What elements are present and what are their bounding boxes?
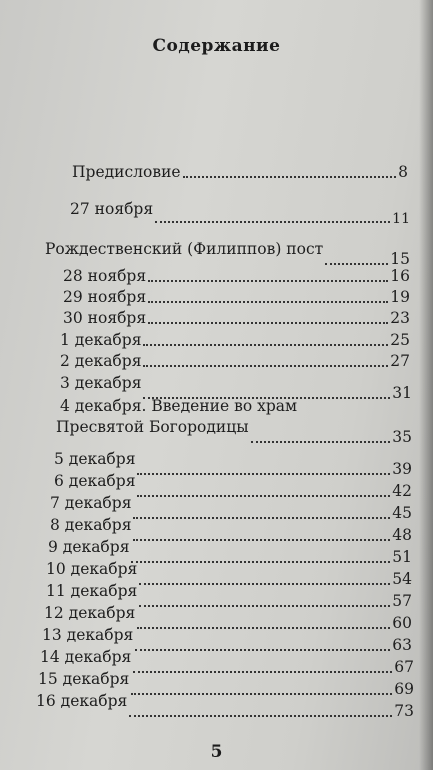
toc-entry-page: 25: [390, 331, 410, 349]
toc-entry-preface: [72, 163, 408, 182]
toc-entry-label: 7 декабря: [50, 494, 132, 512]
toc-entry-dec13: [42, 626, 412, 654]
toc-entry-label: Рождественский (Филиппов) пост: [45, 240, 324, 258]
toc-entry-page: 57: [392, 592, 412, 610]
toc-entry-page: 69: [394, 680, 414, 698]
toc-entry-dec11: [46, 582, 412, 610]
toc-entry-page: 51: [392, 548, 412, 566]
page-edge-shadow: [419, 0, 433, 770]
toc-entry-page: 16: [390, 267, 410, 285]
toc-entry-page: 60: [392, 614, 412, 632]
toc-entry-page: 45: [392, 504, 412, 522]
toc-entry-nov29: [63, 288, 410, 307]
toc-entry-label: 12 декабря: [44, 604, 136, 622]
toc-entry-label: 10 декабря: [46, 560, 138, 578]
toc-entry-page: 31: [392, 384, 412, 402]
toc-entry-dec10: [46, 560, 412, 588]
dot-leader: [183, 176, 397, 178]
toc-entry-label: 2 декабря: [60, 352, 142, 370]
toc-entry-nov30: [63, 309, 410, 328]
toc-title: Содержание: [152, 36, 281, 56]
toc-entry-page: 39: [392, 460, 412, 478]
dot-leader: [143, 365, 388, 367]
dot-leader: [148, 280, 388, 282]
dot-leader: [325, 263, 388, 265]
toc-entry-nativity-fast: [45, 240, 410, 268]
toc-entry-page: 63: [392, 636, 412, 654]
toc-entry-label: 9 декабря: [48, 538, 130, 556]
toc-entry-dec4-line1: 4 декабря. Введение во храм: [60, 397, 298, 415]
toc-entry-label: 1 декабря: [60, 331, 142, 349]
toc-entry-page: 42: [392, 482, 412, 500]
toc-entry-dec8: [50, 516, 412, 544]
toc-entry-dec16: [36, 692, 414, 720]
toc-entry-label: 14 декабря: [40, 648, 132, 666]
toc-entry-page: 23: [390, 309, 410, 327]
toc-entry-label: 15 декабря: [38, 670, 130, 688]
dot-leader: [129, 715, 392, 717]
toc-entry-label: 28 ноября: [63, 267, 147, 285]
dot-leader: [148, 301, 388, 303]
toc-entry-dec2: [60, 352, 410, 371]
toc-entry-dec5: [54, 450, 412, 478]
page-number: 5: [210, 742, 223, 762]
toc-entry-label: 3 декабря: [60, 374, 142, 392]
toc-entry-dec7: [50, 494, 412, 522]
toc-entry-label: 5 декабря: [54, 450, 136, 468]
toc-entry-dec14: [40, 648, 414, 676]
toc-entry-dec3: [60, 374, 412, 402]
toc-entry-label: 13 декабря: [42, 626, 134, 644]
toc-entry-dec4-presentation: [56, 418, 412, 446]
toc-entry-label: 30 ноября: [63, 309, 147, 327]
toc-entry-page: 19: [390, 288, 410, 306]
toc-entry-dec6: [54, 472, 412, 500]
toc-entry-label: 27 ноября: [70, 200, 154, 218]
dot-leader: [148, 322, 388, 324]
toc-entry-label: Предисловие: [72, 163, 181, 181]
toc-entry-page: 27: [390, 352, 410, 370]
dot-leader: [251, 441, 391, 443]
dot-leader: [143, 344, 388, 346]
toc-entry-label: 29 ноября: [63, 288, 147, 306]
dot-leader: [155, 221, 390, 223]
toc-entry-label: 16 декабря: [36, 692, 128, 710]
toc-entry-page: 73: [394, 702, 414, 720]
toc-entry-label: 8 декабря: [50, 516, 132, 534]
toc-entry-page: 15: [390, 250, 410, 268]
toc-entry-nov27: [70, 200, 410, 227]
toc-entry-dec15: [38, 670, 414, 698]
toc-entry-label: 11 декабря: [46, 582, 138, 600]
toc-entry-page: 11: [392, 211, 410, 227]
toc-entry-dec12: [44, 604, 412, 632]
toc-entry-page: 54: [392, 570, 412, 588]
toc-entry-page: 48: [392, 526, 412, 544]
toc-entry-dec9: [48, 538, 412, 566]
toc-entry-label: Пресвятой Богородицы: [56, 418, 249, 436]
toc-entry-page: 8: [398, 163, 408, 181]
toc-entry-page: 35: [392, 428, 412, 446]
toc-entry-page: 67: [394, 658, 414, 676]
toc-entry-label: 6 декабря: [54, 472, 136, 490]
toc-entry-dec1: [60, 331, 410, 350]
toc-entry-nov28: [63, 267, 410, 286]
